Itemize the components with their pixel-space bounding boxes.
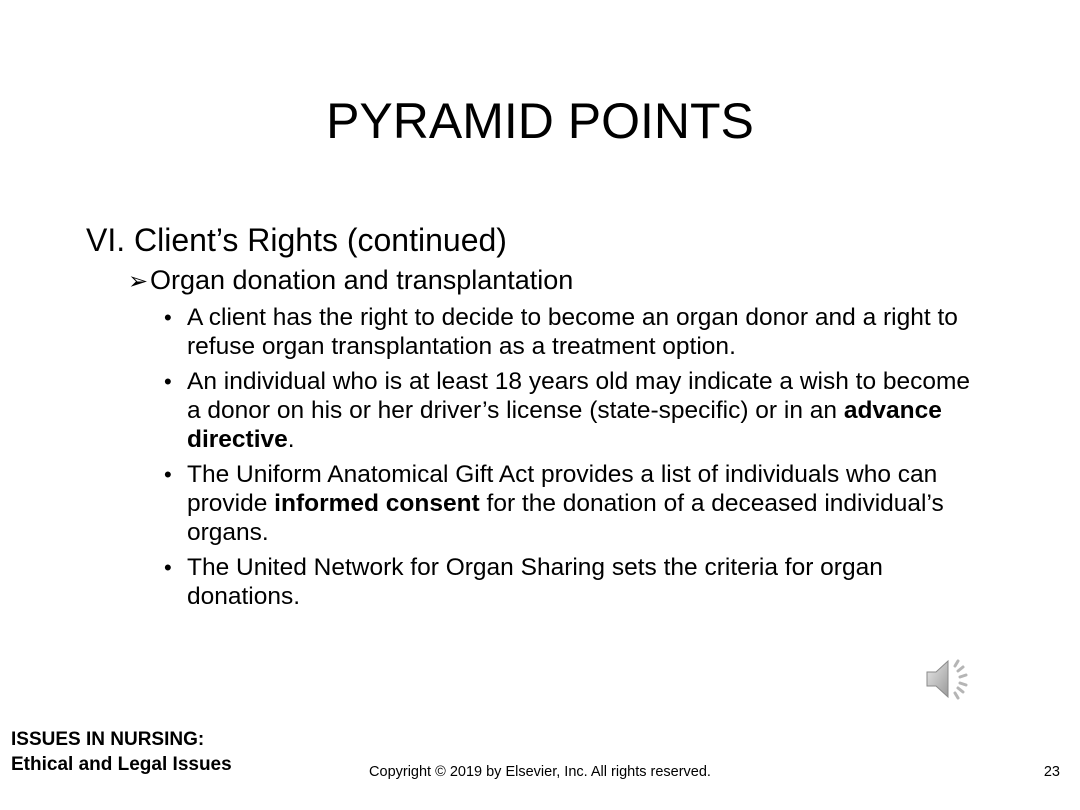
slide-title: PYRAMID POINTS [326,93,754,149]
bullet-text: The United Network for Organ Sharing sets the criteria for organ donations. [187,554,883,610]
bullet-text: A client has the right to decide to become an organ donor and a right to refuse organ transplantation as a treatment option. [187,304,958,360]
subheading-text: Organ donation and transplantation [150,265,574,295]
section-heading: VI. Client’s Rights (continued) [86,222,507,258]
bullet-item [164,367,974,454]
bullet-list [164,303,974,617]
bullet-item [164,460,974,547]
bullet-dot-icon: • [164,305,172,330]
bold-term: informed consent [274,490,480,517]
course-title-line1: ISSUES IN NURSING: [11,729,205,750]
course-title-line2: Ethical and Legal Issues [11,754,232,775]
page-number: 23 [1043,764,1060,780]
bold-term: advance directive [187,397,942,453]
copyright-notice: Copyright © 2019 by Elsevier, Inc. All rights reserved. [369,764,711,780]
bullet-item [164,303,974,361]
arrow-bullet-icon: ➢ [128,268,149,295]
bullet-item [164,553,974,611]
bullet-text: An individual who is at least 18 years old may indicate a wish to become a donor on his or her driver’s license (state-specific) or in an [187,368,971,424]
subheading [128,263,573,299]
bullet-text-end: . [287,426,295,453]
bullet-dot-icon: • [164,555,172,580]
bullet-dot-icon: • [164,369,172,394]
speaker-icon[interactable] [924,654,976,704]
bullet-text: The Uniform Anatomical Gift Act provides a list of individuals who can provide [187,461,938,517]
bullet-text-end: for the donation of a deceased individual’s organs. [187,490,944,546]
bullet-dot-icon: • [164,462,172,487]
